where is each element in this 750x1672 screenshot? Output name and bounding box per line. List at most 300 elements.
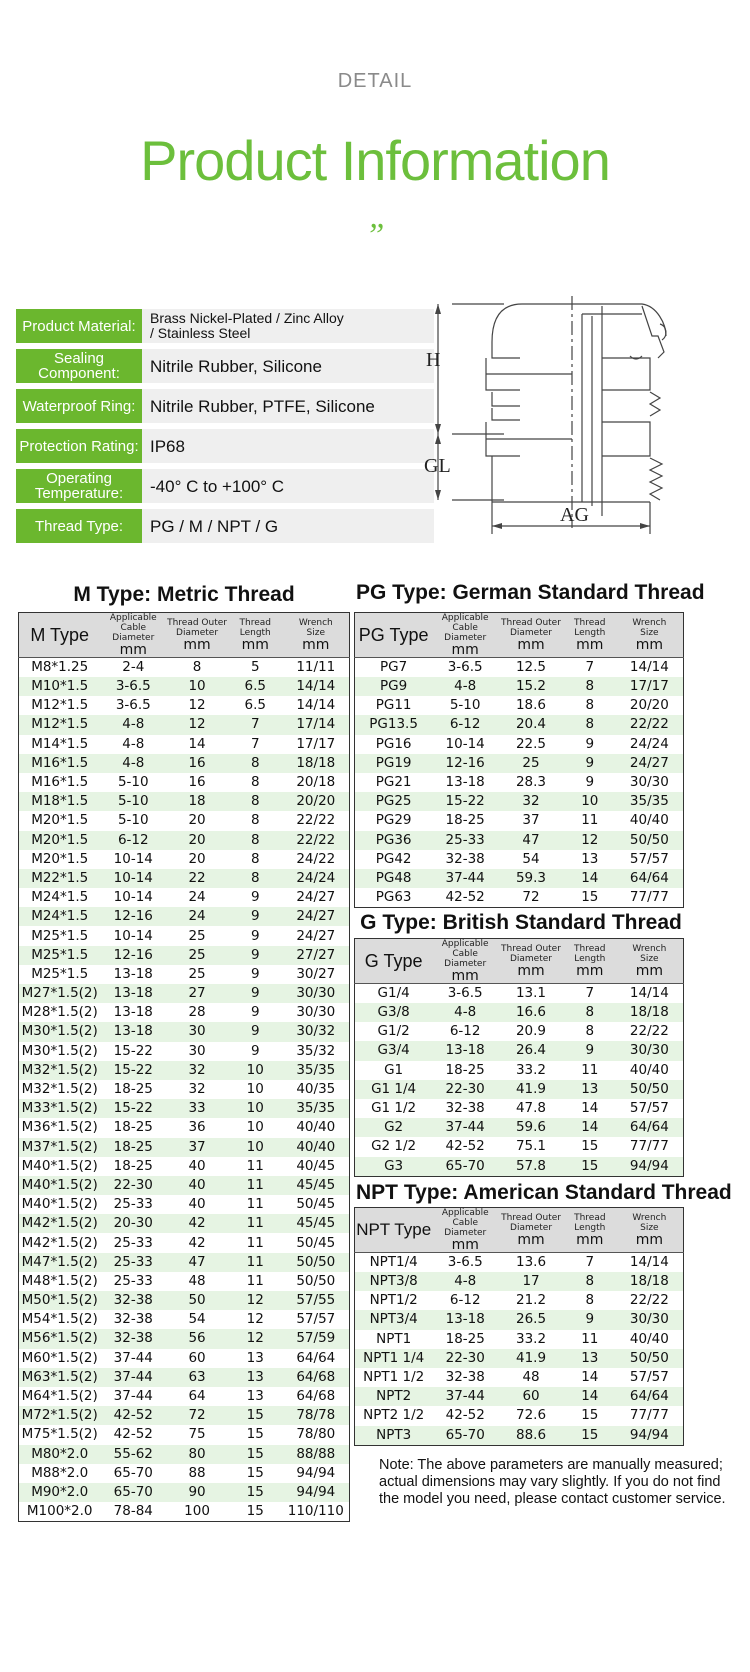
- table-cell: 30/30: [629, 774, 669, 791]
- table-cell: 88: [188, 1464, 206, 1481]
- table-row: [19, 773, 350, 792]
- table-cell: 17/14: [283, 715, 350, 734]
- table-cell: NPT1 1/4: [355, 1349, 433, 1368]
- thread-outer-header: Thread Outer Diameter mm: [498, 613, 564, 658]
- table-cell: 13: [564, 1349, 616, 1368]
- table-cell: 7: [228, 715, 283, 734]
- table-cell: 64/64: [616, 1118, 684, 1137]
- table-row: [19, 926, 350, 945]
- table-cell: 32-38: [100, 1291, 166, 1310]
- table-cell: 15: [564, 1157, 616, 1177]
- property-value: PG / M / NPT / G: [142, 509, 434, 543]
- table-cell: 14/14: [629, 985, 669, 1001]
- table-cell: 20: [188, 850, 206, 867]
- table-cell: 25-33: [113, 1272, 153, 1289]
- table-row: [19, 1425, 350, 1444]
- table-cell: M16*1.5: [31, 774, 89, 791]
- table-row: [355, 1022, 684, 1041]
- table-row: [19, 869, 350, 888]
- table-cell: 24/24: [629, 735, 669, 752]
- property-row-thread: [16, 509, 434, 543]
- cable-diameter-header: Applicable Cable Diameter mm: [100, 613, 166, 658]
- table-row: [355, 773, 684, 792]
- table-cell: M30*1.5(2): [21, 1042, 98, 1059]
- table-cell: 40/40: [629, 1330, 669, 1347]
- table-cell: 17: [498, 1272, 564, 1291]
- property-label: Thread Type:: [16, 509, 142, 543]
- table-cell: 9: [250, 1042, 260, 1059]
- table-cell: 25: [188, 965, 206, 982]
- table-row: [355, 1137, 684, 1156]
- table-cell: 3-6.5: [447, 985, 483, 1001]
- table-cell: 3-6.5: [115, 697, 151, 714]
- table-cell: 24/27: [296, 889, 336, 906]
- table-cell: 13: [246, 1388, 264, 1405]
- table-cell: 14: [581, 1100, 599, 1117]
- table-cell: M25*1.5: [19, 946, 101, 965]
- table-row: [19, 1138, 350, 1157]
- table-cell: M36*1.5(2): [21, 1119, 98, 1136]
- table-cell: 41.9: [498, 1349, 564, 1368]
- table-row: [19, 1099, 350, 1118]
- table-row: [355, 850, 684, 869]
- table-cell: 80: [166, 1445, 228, 1464]
- property-value: -40° C to +100° C: [142, 469, 434, 503]
- thread-length-header: Thread Length mm: [564, 613, 616, 658]
- table-cell: 6-12: [432, 715, 498, 734]
- table-cell: 75.1: [515, 1138, 546, 1155]
- table-cell: 14/14: [283, 677, 350, 696]
- table-cell: M14*1.5: [31, 735, 89, 752]
- table-cell: 37-44: [113, 1349, 153, 1366]
- table-cell: 8: [228, 754, 283, 773]
- table-cell: 22-30: [432, 1080, 498, 1099]
- table-cell: G2: [355, 1118, 433, 1137]
- table-cell: 8: [564, 1003, 616, 1022]
- table-cell: 110/110: [287, 1503, 344, 1520]
- table-row: [19, 715, 350, 734]
- table-cell: 88.6: [498, 1426, 564, 1446]
- table-cell: M50*1.5(2): [19, 1291, 101, 1310]
- table-cell: 14: [564, 1387, 616, 1406]
- table-row: [355, 1272, 684, 1291]
- table-cell: 63: [166, 1368, 228, 1387]
- property-row-temperature: [16, 469, 434, 503]
- table-cell: 8: [585, 1292, 595, 1309]
- table-cell: 22: [166, 869, 228, 888]
- table-cell: PG48: [355, 869, 433, 888]
- table-cell: 4-8: [432, 1272, 498, 1291]
- table-cell: 10-14: [100, 869, 166, 888]
- table-cell: 60: [498, 1387, 564, 1406]
- table-cell: 32-38: [445, 850, 485, 867]
- table-cell: 18-25: [445, 1061, 485, 1078]
- table-cell: 15.2: [498, 677, 564, 696]
- ag-label: AG: [560, 504, 589, 526]
- table-cell: 78/78: [283, 1406, 350, 1425]
- table-cell: 40/35: [296, 1081, 336, 1098]
- table-cell: NPT2 1/2: [363, 1407, 425, 1424]
- table-cell: 12: [564, 831, 616, 850]
- table-row: [19, 984, 350, 1003]
- table-cell: PG16: [375, 735, 412, 752]
- table-cell: 18/18: [283, 754, 350, 773]
- table-cell: 33: [166, 1099, 228, 1118]
- table-cell: 11: [581, 812, 599, 829]
- table-cell: 20: [166, 831, 228, 850]
- property-value: IP68: [142, 429, 434, 463]
- table-cell: 13-18: [100, 1022, 166, 1041]
- thread-outer-header: Thread Outer Diameter mm: [498, 1208, 564, 1253]
- table-row: [19, 1195, 350, 1214]
- table-cell: 30/27: [296, 965, 336, 982]
- table-cell: NPT3: [355, 1426, 433, 1446]
- table-row: [355, 1118, 684, 1137]
- table-cell: 12-16: [100, 907, 166, 926]
- table-cell: 7: [585, 659, 595, 675]
- table-cell: 13-18: [432, 1310, 498, 1329]
- table-cell: 30/30: [616, 1310, 684, 1329]
- table-cell: 4-8: [100, 715, 166, 734]
- table-cell: 5-10: [117, 774, 149, 791]
- table-cell: 11: [246, 1157, 264, 1174]
- table-cell: 18-25: [445, 812, 485, 829]
- table-cell: 10: [166, 677, 228, 696]
- table-cell: 47: [498, 831, 564, 850]
- table-cell: 12: [228, 1291, 283, 1310]
- table-cell: 40: [188, 1157, 206, 1174]
- table-cell: 12: [188, 697, 206, 714]
- table-cell: 4-8: [122, 735, 145, 752]
- table-cell: 41.9: [498, 1080, 564, 1099]
- table-cell: G1: [384, 1061, 404, 1078]
- cable-gland-drawing: [424, 296, 744, 568]
- table-cell: M80*2.0: [19, 1445, 101, 1464]
- table-cell: 15-22: [100, 1061, 166, 1080]
- table-cell: 32-38: [445, 1100, 485, 1117]
- table-cell: 25-33: [100, 1253, 166, 1272]
- table-row: [355, 811, 684, 830]
- table-cell: 11: [228, 1214, 283, 1233]
- table-cell: 13-18: [113, 965, 153, 982]
- wrench-size-header: Wrench Size mm: [616, 1208, 684, 1253]
- table-cell: M12*1.5: [31, 697, 89, 714]
- table-cell: 9: [228, 984, 283, 1003]
- table-cell: 72.6: [516, 1407, 547, 1424]
- table-cell: 11: [228, 1176, 283, 1195]
- table-cell: M56*1.5(2): [19, 1329, 101, 1348]
- table-cell: G1/2: [377, 1023, 410, 1040]
- table-cell: 77/77: [629, 889, 669, 906]
- table-cell: 40: [166, 1176, 228, 1195]
- table-cell: M22*1.5: [19, 869, 101, 888]
- table-cell: 15-22: [113, 1042, 153, 1059]
- table-cell: 57/57: [629, 1369, 669, 1386]
- table-cell: 42: [166, 1214, 228, 1233]
- table-cell: 10: [228, 1061, 283, 1080]
- m-type-table: [18, 612, 350, 1522]
- table-row: [355, 869, 684, 888]
- table-cell: 40: [188, 1196, 206, 1213]
- table-cell: M40*1.5(2): [19, 1176, 101, 1195]
- table-cell: 30: [188, 1042, 206, 1059]
- table-cell: 14: [564, 869, 616, 888]
- table-row: [355, 1157, 684, 1177]
- table-cell: 8: [585, 697, 595, 714]
- table-cell: 64/64: [296, 1349, 336, 1366]
- table-cell: 94/94: [616, 1157, 684, 1177]
- table-cell: 18-25: [113, 1081, 153, 1098]
- property-row-material: [16, 309, 434, 343]
- table-cell: M28*1.5(2): [21, 1004, 98, 1021]
- table-row: [355, 754, 684, 773]
- table-row: [19, 1157, 350, 1176]
- table-cell: M37*1.5(2): [19, 1138, 101, 1157]
- table-row: [19, 1291, 350, 1310]
- table-cell: 47: [166, 1253, 228, 1272]
- table-cell: M64*1.5(2): [21, 1388, 98, 1405]
- table-cell: 7: [585, 1254, 595, 1270]
- table-cell: 22/22: [283, 831, 350, 850]
- table-cell: 33.2: [515, 1061, 546, 1078]
- table-cell: 32: [166, 1061, 228, 1080]
- table-cell: 9: [228, 946, 283, 965]
- table-cell: 3-6.5: [447, 1254, 483, 1270]
- table-cell: 5-10: [449, 697, 481, 714]
- table-cell: 77/77: [629, 1138, 669, 1155]
- table-cell: 22/22: [629, 1023, 669, 1040]
- table-cell: 64/68: [283, 1368, 350, 1387]
- table-cell: 7: [585, 985, 595, 1001]
- table-cell: 12.5: [515, 659, 546, 675]
- table-cell: 9: [585, 735, 595, 752]
- table-cell: M54*1.5(2): [21, 1311, 98, 1328]
- table-cell: M20*1.5: [31, 850, 89, 867]
- table-cell: 13-18: [432, 1041, 498, 1060]
- table-cell: M33*1.5(2): [19, 1099, 101, 1118]
- table-cell: 35/35: [283, 1061, 350, 1080]
- table-row: [355, 1368, 684, 1387]
- table-cell: 14/14: [629, 659, 669, 675]
- table-row: [355, 1061, 684, 1080]
- table-cell: NPT1: [376, 1330, 412, 1347]
- table-cell: M18*1.5: [19, 792, 101, 811]
- measurement-note: Note: The above parameters are manually measured; actual dimensions may vary slightly. If you do not find the model you need, please contact customer service.: [379, 1457, 726, 1507]
- table-cell: 13: [246, 1349, 264, 1366]
- table-cell: 20/20: [283, 792, 350, 811]
- type-header: G Type: [355, 939, 433, 984]
- wrench-size-header: Wrench Size mm: [616, 939, 684, 984]
- table-cell: 22-30: [100, 1176, 166, 1195]
- table-cell: 57/55: [283, 1291, 350, 1310]
- table-cell: 37-44: [432, 869, 498, 888]
- table-cell: M27*1.5(2): [19, 984, 101, 1003]
- table-cell: M40*1.5(2): [21, 1157, 98, 1174]
- table-cell: 10: [246, 1119, 264, 1136]
- table-row: [19, 1214, 350, 1233]
- table-cell: M10*1.5: [19, 677, 101, 696]
- table-cell: 72: [522, 889, 540, 906]
- table-cell: 8: [228, 792, 283, 811]
- table-cell: 64: [188, 1388, 206, 1405]
- table-cell: 78/80: [296, 1426, 336, 1443]
- table-cell: 13-18: [445, 774, 485, 791]
- table-row: [355, 1330, 684, 1349]
- table-cell: 18-25: [445, 1330, 485, 1347]
- wrench-size-header: Wrench Size mm: [283, 613, 350, 658]
- table-row: [355, 1080, 684, 1099]
- table-row: [19, 1272, 350, 1291]
- table-cell: 8: [192, 659, 202, 675]
- table-row: [19, 1502, 350, 1522]
- table-cell: 47.8: [515, 1100, 546, 1117]
- table-row: [19, 1061, 350, 1080]
- table-row: [19, 1329, 350, 1348]
- table-cell: 15: [581, 1407, 599, 1424]
- property-label: Protection Rating:: [16, 429, 142, 463]
- product-properties: [16, 309, 434, 549]
- table-cell: 28: [188, 1004, 206, 1021]
- table-cell: 45/45: [283, 1176, 350, 1195]
- table-cell: 24/22: [296, 850, 336, 867]
- table-cell: M48*1.5(2): [21, 1272, 98, 1289]
- table-cell: 14/14: [296, 697, 336, 714]
- table-row: [355, 1041, 684, 1060]
- table-cell: PG29: [375, 812, 412, 829]
- table-cell: 35/35: [283, 1099, 350, 1118]
- table-cell: 20-30: [100, 1214, 166, 1233]
- table-cell: 75: [188, 1426, 206, 1443]
- table-row: [355, 1291, 684, 1310]
- table-cell: 18: [166, 792, 228, 811]
- table-cell: M32*1.5(2): [19, 1061, 101, 1080]
- table-cell: PG21: [375, 774, 412, 791]
- table-cell: 12: [166, 715, 228, 734]
- table-cell: 7: [250, 735, 260, 752]
- table-cell: 22.5: [515, 735, 546, 752]
- table-cell: 32: [498, 792, 564, 811]
- table-cell: PG25: [355, 792, 433, 811]
- table-cell: NPT1/2: [369, 1292, 418, 1309]
- table-cell: 15: [581, 1138, 599, 1155]
- table-cell: 65-70: [113, 1464, 153, 1481]
- g-type-title: G Type: British Standard Thread: [360, 911, 682, 934]
- table-cell: NPT3/4: [355, 1310, 433, 1329]
- table-cell: 10: [228, 1099, 283, 1118]
- table-cell: 9: [564, 754, 616, 773]
- table-row: [355, 1349, 684, 1368]
- table-cell: 17/17: [616, 677, 684, 696]
- table-cell: M24*1.5: [19, 907, 101, 926]
- table-cell: 24/27: [283, 907, 350, 926]
- table-cell: 90: [166, 1483, 228, 1502]
- table-cell: 15: [228, 1406, 283, 1425]
- table-cell: 24: [166, 907, 228, 926]
- table-cell: 11: [246, 1272, 264, 1289]
- table-cell: 60: [188, 1349, 206, 1366]
- property-row-waterproof: [16, 389, 434, 423]
- table-cell: 32-38: [100, 1329, 166, 1348]
- table-cell: 8: [585, 1023, 595, 1040]
- table-cell: 48: [188, 1272, 206, 1289]
- table-cell: 35/32: [296, 1042, 336, 1059]
- table-row: [19, 1253, 350, 1272]
- table-row: [19, 1233, 350, 1252]
- table-row: [355, 1253, 684, 1273]
- table-cell: 18-25: [113, 1119, 153, 1136]
- table-cell: 14: [188, 735, 206, 752]
- table-row: [355, 1426, 684, 1446]
- table-cell: 4-8: [432, 1003, 498, 1022]
- table-cell: 21.2: [516, 1292, 547, 1309]
- table-cell: 40/40: [629, 812, 669, 829]
- table-row: [19, 1080, 350, 1099]
- table-cell: 72: [166, 1406, 228, 1425]
- table-row: [19, 907, 350, 926]
- table-cell: 22/22: [629, 1292, 669, 1309]
- table-cell: 25: [498, 754, 564, 773]
- table-row: [355, 1406, 684, 1425]
- table-cell: 30/32: [283, 1022, 350, 1041]
- table-cell: M20*1.5: [19, 831, 101, 850]
- table-cell: 11: [581, 1061, 599, 1078]
- table-row: [19, 1118, 350, 1137]
- table-cell: 32-38: [113, 1311, 153, 1328]
- table-cell: M8*1.25: [31, 659, 89, 675]
- table-cell: G1 1/2: [371, 1100, 417, 1117]
- type-header: M Type: [19, 613, 101, 658]
- table-cell: M25*1.5: [31, 965, 89, 982]
- table-cell: 50/50: [616, 1349, 684, 1368]
- table-cell: 4-8: [432, 677, 498, 696]
- table-cell: PG42: [375, 850, 412, 867]
- table-cell: 18/18: [616, 1272, 684, 1291]
- table-cell: 13-18: [100, 984, 166, 1003]
- table-cell: 59.6: [498, 1118, 564, 1137]
- table-row: [19, 735, 350, 754]
- table-cell: 32-38: [445, 1369, 485, 1386]
- table-cell: 13.6: [516, 1254, 547, 1270]
- table-cell: 65-70: [432, 1157, 498, 1177]
- table-cell: 8: [228, 831, 283, 850]
- table-cell: 15: [246, 1464, 264, 1481]
- table-cell: M47*1.5(2): [19, 1253, 101, 1272]
- table-row: [355, 984, 684, 1004]
- table-cell: 94/94: [616, 1426, 684, 1446]
- table-cell: M88*2.0: [31, 1464, 89, 1481]
- table-cell: 9: [250, 1004, 260, 1021]
- table-cell: 13: [228, 1368, 283, 1387]
- table-cell: 24: [188, 889, 206, 906]
- property-row-protection: [16, 429, 434, 463]
- thread-length-header: Thread Length mm: [564, 1208, 616, 1253]
- table-cell: G2 1/2: [371, 1138, 417, 1155]
- table-row: [19, 850, 350, 869]
- table-cell: 13-18: [113, 1004, 153, 1021]
- table-cell: 32: [188, 1081, 206, 1098]
- table-cell: PG19: [355, 754, 433, 773]
- table-cell: 37-44: [113, 1388, 153, 1405]
- table-cell: 37-44: [432, 1387, 498, 1406]
- table-cell: 42-52: [445, 1138, 485, 1155]
- quote-mark-icon: ”: [365, 217, 385, 254]
- table-cell: 6.5: [228, 677, 283, 696]
- table-row: [355, 1387, 684, 1406]
- table-cell: 9: [585, 774, 595, 791]
- table-cell: 9: [250, 889, 260, 906]
- table-cell: G3/8: [355, 1003, 433, 1022]
- table-cell: 3-6.5: [447, 659, 483, 675]
